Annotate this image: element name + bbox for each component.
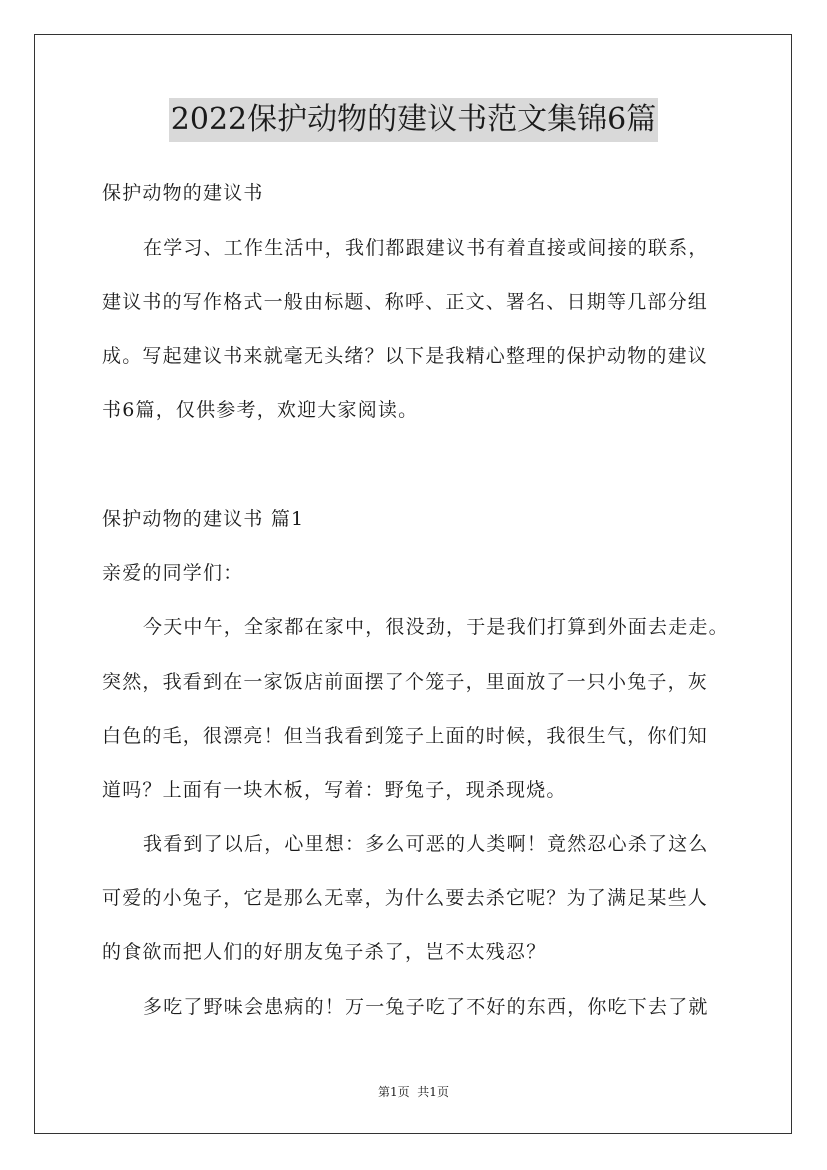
paragraph-line: 可爱的小兔子，它是那么无辜，为什么要去杀它呢？为了满足某些人: [102, 887, 709, 909]
document-title: 2022保护动物的建议书范文集锦6篇: [169, 98, 658, 142]
paragraph-line: 成。写起建议书来就毫无头绪？以下是我精心整理的保护动物的建议: [102, 345, 709, 367]
paragraph-line: 白色的毛，很漂亮！但当我看到笼子上面的时候，我很生气，你们知: [102, 725, 709, 747]
paragraph-line: 突然，我看到在一家饭店前面摆了个笼子，里面放了一只小兔子，灰: [102, 671, 709, 693]
paragraph-line: 在学习、工作生活中，我们都跟建议书有着直接或间接的联系，: [143, 237, 709, 259]
page-number: 第1页 共1页: [378, 1085, 449, 1099]
paragraph-line: 道吗？上面有一块木板，写着：野兔子，现杀现烧。: [102, 779, 567, 801]
paragraph-line: 建议书的写作格式一般由标题、称呼、正文、署名、日期等几部分组: [102, 291, 709, 313]
paragraph-line: 我看到了以后，心里想：多么可恶的人类啊！竟然忍心杀了这么: [143, 833, 709, 855]
title-container: [0, 98, 827, 142]
section-heading: 保护动物的建议书 篇1: [102, 508, 305, 530]
section-heading: 保护动物的建议书: [102, 182, 264, 204]
paragraph-line: 多吃了野味会患病的！万一兔子吃了不好的东西，你吃下去了就: [143, 996, 709, 1018]
paragraph-line: 今天中午，全家都在家中，很没劲，于是我们打算到外面去走走。: [143, 616, 729, 638]
paragraph-line: 的食欲而把人们的好朋友兔子杀了，岂不太残忍？: [102, 941, 547, 963]
paragraph-line: 书6篇，仅供参考，欢迎大家阅读。: [102, 399, 419, 421]
salutation: 亲爱的同学们：: [102, 562, 244, 584]
